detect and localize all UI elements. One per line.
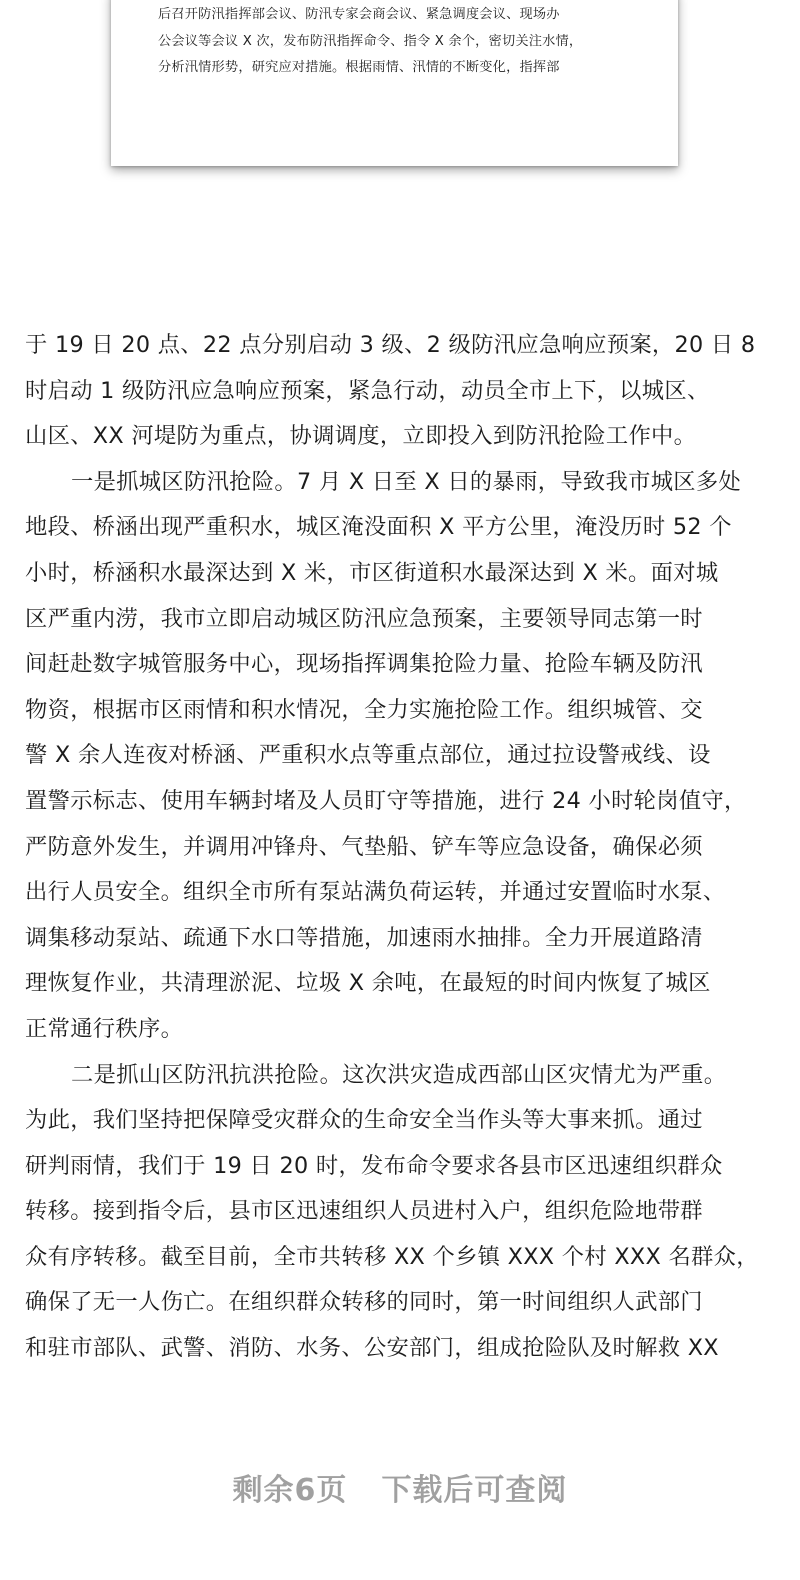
document-text-line: 确保了无一人伤亡。在组织群众转移的同时，第一时间组织人武部门 bbox=[25, 1289, 703, 1316]
document-text-line: 严防意外发生，并调用冲锋舟、气垫船、铲车等应急设备，确保必须 bbox=[25, 833, 703, 860]
document-text-line: 时启动 1 级防汛应急响应预案，紧急行动，动员全市上下，以城区、 bbox=[25, 377, 710, 404]
document-text-line: 置警示标志、使用车辆封堵及人员盯守等措施，进行 24 小时轮岗值守， bbox=[25, 787, 747, 814]
document-text-line: 正常通行秩序。 bbox=[25, 1015, 184, 1042]
document-text-line: 一是抓城区防汛抢险。7 月 X 日至 X 日的暴雨，导致我市城区多处 bbox=[71, 468, 742, 495]
preview-text-line: 分析汛情形势，研究应对措施。根据雨情、汛情的不断变化，指挥部 bbox=[158, 60, 560, 75]
download-hint-label: 下载后可查阅 bbox=[381, 1473, 568, 1508]
document-text-line: 为此，我们坚持把保障受灾群众的生命安全当作头等大事来抓。通过 bbox=[25, 1107, 703, 1134]
remaining-pages-label: 剩余6页 bbox=[232, 1473, 348, 1508]
document-text-line: 调集移动泵站、疏通下水口等措施，加速雨水抽排。全力开展道路清 bbox=[25, 924, 703, 951]
document-text-line: 小时，桥涵积水最深达到 X 米，市区街道积水最深达到 X 米。面对城 bbox=[25, 559, 719, 586]
document-text-line: 理恢复作业，共清理淤泥、垃圾 X 余吨，在最短的时间内恢复了城区 bbox=[25, 970, 711, 997]
document-text-line: 物资，根据市区雨情和积水情况，全力实施抢险工作。组织城管、交 bbox=[25, 696, 703, 723]
document-text-line: 区严重内涝，我市立即启动城区防汛应急预案，主要领导同志第一时 bbox=[25, 605, 703, 632]
document-text-line: 出行人员安全。组织全市所有泵站满负荷运转，并通过安置临时水泵、 bbox=[25, 879, 726, 906]
document-text-line: 众有序转移。截至目前，全市共转移 XX 个乡镇 XXX 个村 XXX 名群众， bbox=[25, 1243, 759, 1270]
document-text-line: 研判雨情，我们于 19 日 20 时，发布命令要求各县市区迅速组织群众 bbox=[25, 1152, 723, 1179]
preview-text-line: 后召开防汛指挥部会议、防汛专家会商会议、紧急调度会议、现场办 bbox=[158, 7, 560, 22]
document-body bbox=[25, 323, 775, 1372]
document-text-line: 和驻市部队、武警、消防、水务、公安部门，组成抢险队及时解救 XX bbox=[25, 1335, 719, 1362]
document-text-line: 转移。接到指令后，县市区迅速组织人员进村入户，组织危险地带群 bbox=[25, 1198, 703, 1225]
preview-text-line: 公会议等会议 X 次，发布防汛指挥命令、指令 X 余个，密切关注水情， bbox=[158, 33, 583, 49]
document-text-line: 山区、XX 河堤防为重点，协调调度，立即投入到防汛抢险工作中。 bbox=[25, 423, 697, 450]
document-text-line: 间赶赴数字城管服务中心，现场指挥调集抢险力量、抢险车辆及防汛 bbox=[25, 651, 703, 678]
document-text-line: 地段、桥涵出现严重积水，城区淹没面积 X 平方公里，淹没历时 52 个 bbox=[25, 514, 732, 541]
document-text-line: 于 19 日 20 点、22 点分别启动 3 级、2 级防汛应急响应预案，20 日 8 bbox=[25, 332, 756, 358]
document-text-line: 警 X 余人连夜对桥涵、严重积水点等重点部位，通过拉设警戒线、设 bbox=[25, 742, 711, 769]
preview-page-card bbox=[111, 0, 678, 166]
remaining-pages-notice[interactable] bbox=[0, 1468, 800, 1514]
document-text-line: 二是抓山区防汛抗洪抢险。这次洪灾造成西部山区灾情尤为严重。 bbox=[71, 1061, 727, 1088]
